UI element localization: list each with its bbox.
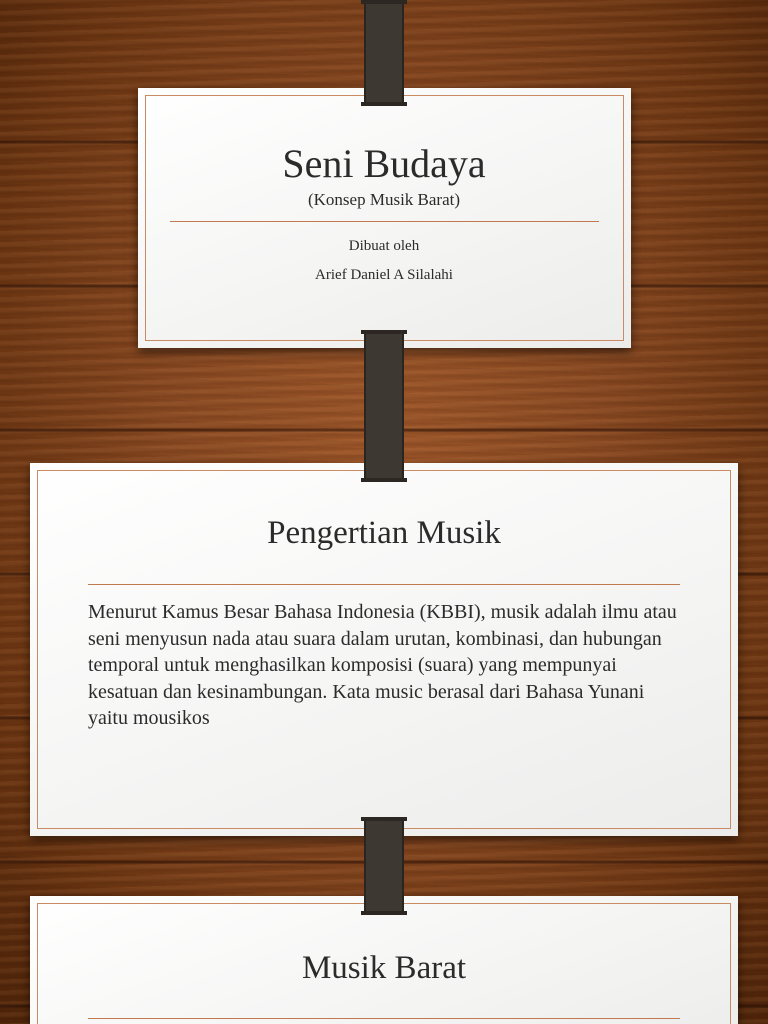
author-caption: Dibuat oleh	[348, 238, 420, 254]
title-divider	[170, 221, 599, 222]
definition-paragraph: Menurut Kamus Besar Bahasa Indonesia (KBBI), musik adalah ilmu atau seni menyusun nada atau suara dalam urutan, kombinasi, dan hubungan temporal untuk menghasilkan komposisi (suara) yang mempunyai kesatuan dan kesinambungan. Kata music berasal dari Bahasa Yunani yaitu mousikos	[88, 601, 677, 729]
section-divider	[88, 584, 680, 585]
section-divider	[88, 1018, 680, 1019]
slide-title-card[interactable]	[138, 88, 631, 348]
card-frame	[145, 95, 624, 341]
section-title-musik-barat: Musik Barat	[301, 950, 467, 986]
section-title-pengertian: Pengertian Musik	[267, 515, 501, 551]
slide-subtitle: (Konsep Musik Barat)	[307, 190, 461, 209]
timeline-connector-bottom-overlay	[364, 817, 404, 915]
timeline-connector-top-overlay	[364, 0, 404, 106]
timeline-connector-middle-overlay	[364, 330, 404, 482]
slide-title: Seni Budaya	[282, 141, 486, 186]
author-name: Arief Daniel A Silalahi	[315, 267, 453, 283]
